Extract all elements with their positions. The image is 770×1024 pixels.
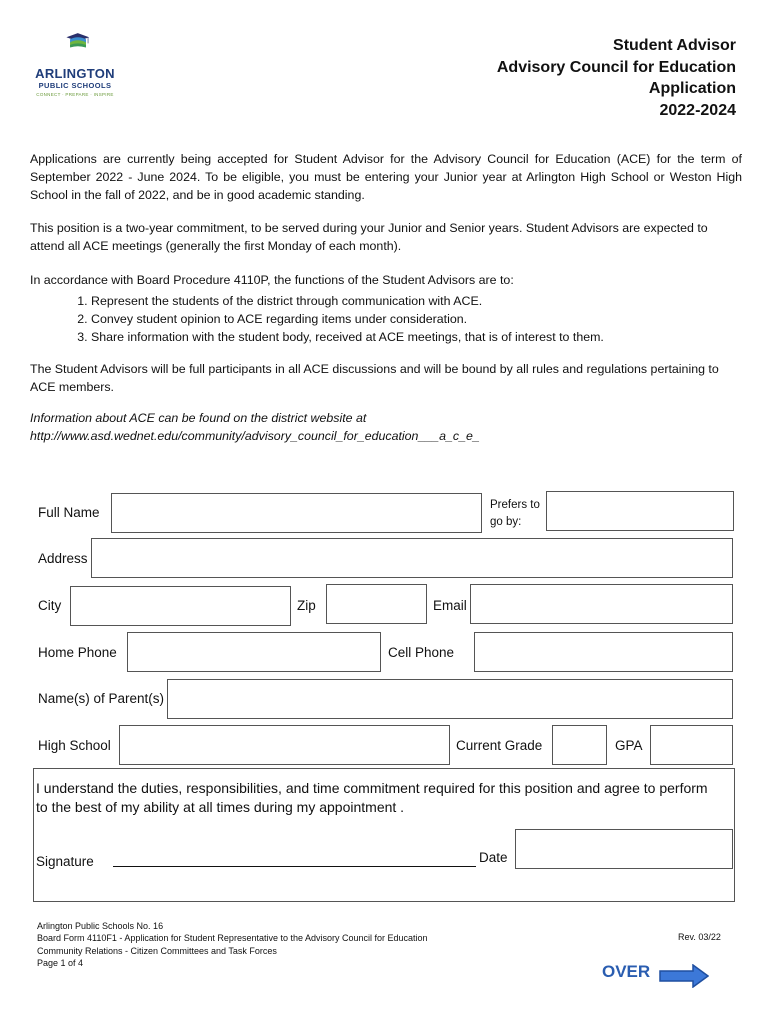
prefers-label: [490, 497, 540, 531]
revision-date: Rev. 03/22: [678, 932, 721, 942]
title-line: 2022-2024: [659, 101, 736, 119]
acknowledgement-line: to the best of my ability at all times during my appointment .: [36, 799, 405, 815]
info-note: [30, 409, 480, 445]
cell-phone-input[interactable]: [474, 632, 733, 672]
list-item: 2. Convey student opinion to ACE regarding items under consideration.: [91, 310, 770, 328]
page-title: [497, 35, 736, 121]
page-number: Page 1 of 4: [37, 957, 84, 968]
current-grade-input[interactable]: [552, 725, 607, 765]
title-line: Student Advisor: [613, 37, 736, 54]
signature-line[interactable]: [113, 866, 476, 867]
address-label: Address: [38, 551, 88, 566]
acknowledgement-text: [36, 779, 736, 817]
parents-input[interactable]: [167, 679, 733, 719]
gpa-input[interactable]: [650, 725, 733, 765]
high-school-input[interactable]: [119, 725, 450, 765]
logo-subtitle: PUBLIC SCHOOLS: [38, 81, 112, 90]
over-label: OVER: [602, 962, 651, 981]
acknowledgement-line: I understand the duties, responsibilities, and time commitment required for this position and agree to perform: [36, 780, 708, 796]
functions-intro: In accordance with Board Procedure 4110P, the functions of the Student Advisors are to:: [30, 273, 514, 287]
zip-input[interactable]: [326, 584, 427, 624]
participation-paragraph: The Student Advisors will be full participants in all ACE discussions and will be bound by all rules and regulations pertaining to ACE members.: [30, 362, 719, 394]
list-item: 1. Represent the students of the district through communication with ACE.: [91, 292, 770, 310]
date-input[interactable]: [515, 829, 733, 869]
current-grade-label: Current Grade: [456, 738, 543, 753]
logo-tagline: CONNECT · PREPARE · INSPIRE: [36, 92, 114, 97]
parents-label: Name(s) of Parent(s): [38, 691, 165, 706]
info-line: Information about ACE can be found on the district website at: [30, 411, 367, 425]
title-line: Advisory Council for Education: [496, 58, 736, 76]
zip-label: Zip: [297, 598, 316, 613]
footer-info: [37, 920, 428, 969]
home-phone-input[interactable]: [127, 632, 381, 672]
home-phone-label: Home Phone: [38, 645, 117, 660]
address-input[interactable]: [91, 538, 733, 578]
footer-line: Community Relations - Citizen Committees and Task Forces: [37, 945, 277, 956]
signature-label: Signature: [36, 854, 94, 869]
full-name-input[interactable]: [111, 493, 482, 533]
email-input[interactable]: [470, 584, 733, 624]
title-line: Application: [648, 80, 736, 97]
gpa-label: GPA: [615, 738, 643, 753]
functions-list: [30, 292, 770, 346]
school-logo-icon: [30, 30, 125, 66]
logo-name: ARLINGTON: [35, 66, 115, 81]
cell-phone-label: Cell Phone: [388, 645, 455, 660]
list-item: 3. Share information with the student body, received at ACE meetings, that is of interest to them.: [91, 328, 770, 346]
prefers-label-line: go by:: [490, 516, 522, 528]
preferred-name-input[interactable]: [546, 491, 734, 531]
footer-line: Arlington Public Schools No. 16: [37, 921, 164, 931]
eligibility-paragraph: Applications are currently being accepted for Student Advisor for the Advisory Council for Education (ACE) for the term of September 2022 - June 2024. To be eligible, you must be entering your Junior year at Arlington High School or Weston High School in the fall of 2022, and be in good academic standing.: [30, 152, 742, 202]
city-input[interactable]: [70, 586, 291, 626]
full-name-label: Full Name: [38, 505, 100, 520]
website-link[interactable]: http://www.asd.wednet.edu/community/advisory_council_for_education___a_c_e_: [30, 429, 480, 443]
commitment-paragraph: This position is a two-year commitment, to be served during your Junior and Senior years. Student Advisors are expected to attend all ACE meetings (generally the first Monday of each month).: [30, 221, 708, 253]
prefers-label-line: Prefers to: [490, 499, 540, 511]
footer-line: Board Form 4110F1 - Application for Student Representative to the Advisory Council for Education: [37, 933, 428, 944]
arrow-right-icon: [659, 964, 709, 988]
email-label: Email: [433, 598, 467, 613]
high-school-label: High School: [38, 738, 111, 753]
city-label: City: [38, 598, 62, 613]
date-label: Date: [479, 850, 508, 865]
